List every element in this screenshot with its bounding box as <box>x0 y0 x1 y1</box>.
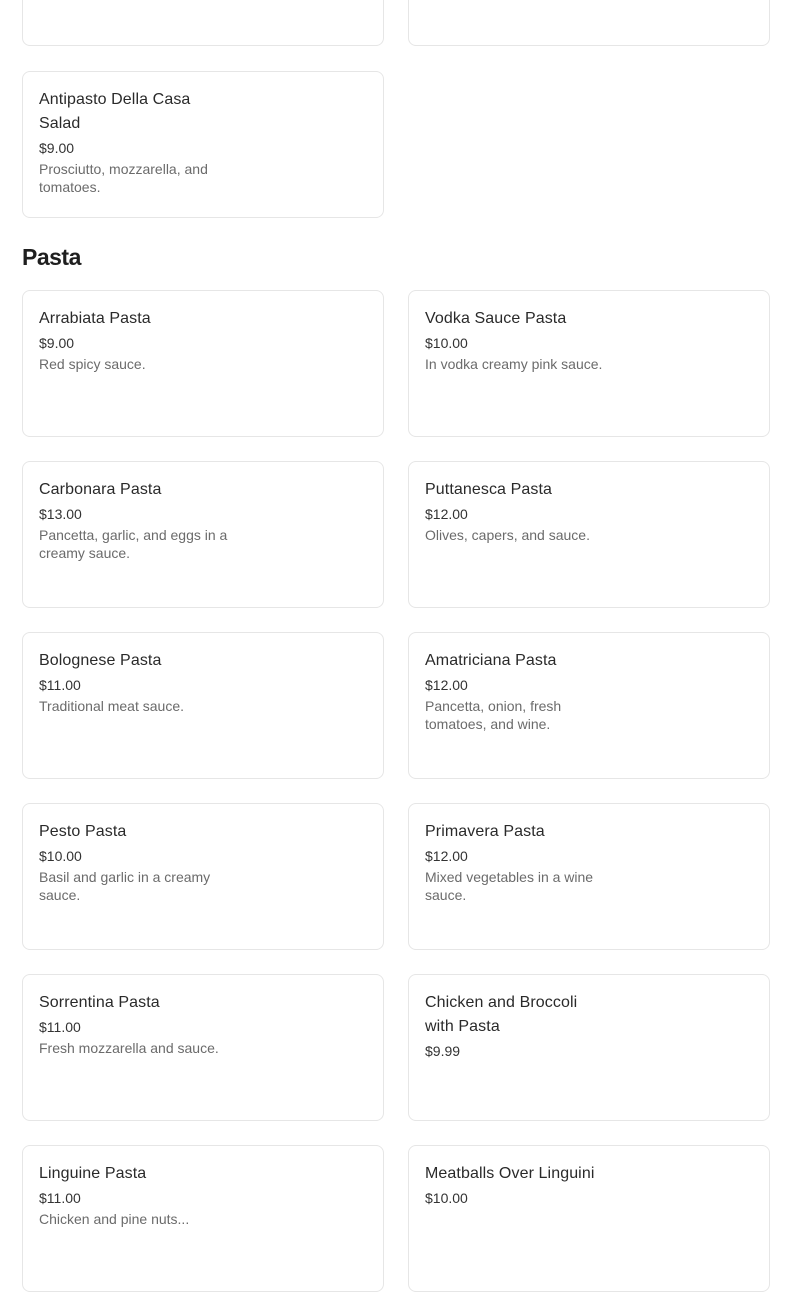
item-price: $11.00 <box>39 1190 81 1206</box>
menu-item-card-sorrentina[interactable] <box>22 974 384 1121</box>
menu-item-card-amatriciana[interactable] <box>408 632 770 779</box>
item-price: $11.00 <box>39 1019 81 1035</box>
item-name: Carbonara Pasta <box>39 481 162 498</box>
menu-item-card-antipasto[interactable] <box>22 71 384 218</box>
menu-item-card-bolognese[interactable] <box>22 632 384 779</box>
item-description: Chicken and pine nuts... <box>39 1211 190 1227</box>
menu-item-card-partial-left[interactable] <box>22 0 384 46</box>
item-name: Sorrentina Pasta <box>39 994 160 1011</box>
item-name: Bolognese Pasta <box>39 652 162 669</box>
item-name: Pesto Pasta <box>39 823 127 840</box>
item-price: $10.00 <box>39 848 82 864</box>
item-price: $12.00 <box>425 677 468 693</box>
menu-item-card-linguine[interactable] <box>22 1145 384 1292</box>
item-description: Olives, capers, and sauce. <box>425 527 590 543</box>
menu-item-card-partial-right[interactable] <box>408 0 770 46</box>
item-description: Basil and garlic in a creamy sauce. <box>39 869 211 903</box>
item-description: Traditional meat sauce. <box>39 698 184 714</box>
menu-item-card-arrabiata[interactable] <box>22 290 384 437</box>
item-description: Pancetta, garlic, and eggs in a creamy sauce. <box>39 527 228 561</box>
item-name: Puttanesca Pasta <box>425 481 553 498</box>
menu-item-card-pesto[interactable] <box>22 803 384 950</box>
menu-item-card-vodka-sauce[interactable] <box>408 290 770 437</box>
menu-item-card-carbonara[interactable] <box>22 461 384 608</box>
item-description: Red spicy sauce. <box>39 356 146 372</box>
item-name: Amatriciana Pasta <box>425 652 557 669</box>
item-description: In vodka creamy pink sauce. <box>425 356 603 372</box>
menu-item-card-puttanesca[interactable] <box>408 461 770 608</box>
item-price: $12.00 <box>425 506 468 522</box>
item-description: Mixed vegetables in a wine sauce. <box>425 869 594 903</box>
item-name: Arrabiata Pasta <box>39 310 151 327</box>
item-price: $13.00 <box>39 506 82 522</box>
item-name: Linguine Pasta <box>39 1165 147 1182</box>
menu-item-card-primavera[interactable] <box>408 803 770 950</box>
item-price: $12.00 <box>425 848 468 864</box>
item-name: Antipasto Della Casa Salad <box>39 91 191 132</box>
item-price: $9.99 <box>425 1043 461 1059</box>
item-price: $10.00 <box>425 1190 468 1206</box>
item-name: Vodka Sauce Pasta <box>425 310 567 327</box>
item-description: Prosciutto, mozzarella, and tomatoes. <box>39 161 208 195</box>
section-title-pasta: Pasta <box>22 244 81 270</box>
item-name: Meatballs Over Linguini <box>425 1165 595 1182</box>
item-name: Chicken and Broccoli with Pasta <box>425 994 578 1035</box>
item-name: Primavera Pasta <box>425 823 545 840</box>
item-price: $11.00 <box>39 677 81 693</box>
item-price: $9.00 <box>39 140 75 156</box>
item-price: $10.00 <box>425 335 468 351</box>
item-description: Pancetta, onion, fresh tomatoes, and wine. <box>425 698 562 732</box>
menu-item-card-chicken-broccoli[interactable] <box>408 974 770 1121</box>
item-price: $9.00 <box>39 335 75 351</box>
item-description: Fresh mozzarella and sauce. <box>39 1040 219 1056</box>
menu-item-card-meatballs-linguini[interactable] <box>408 1145 770 1292</box>
